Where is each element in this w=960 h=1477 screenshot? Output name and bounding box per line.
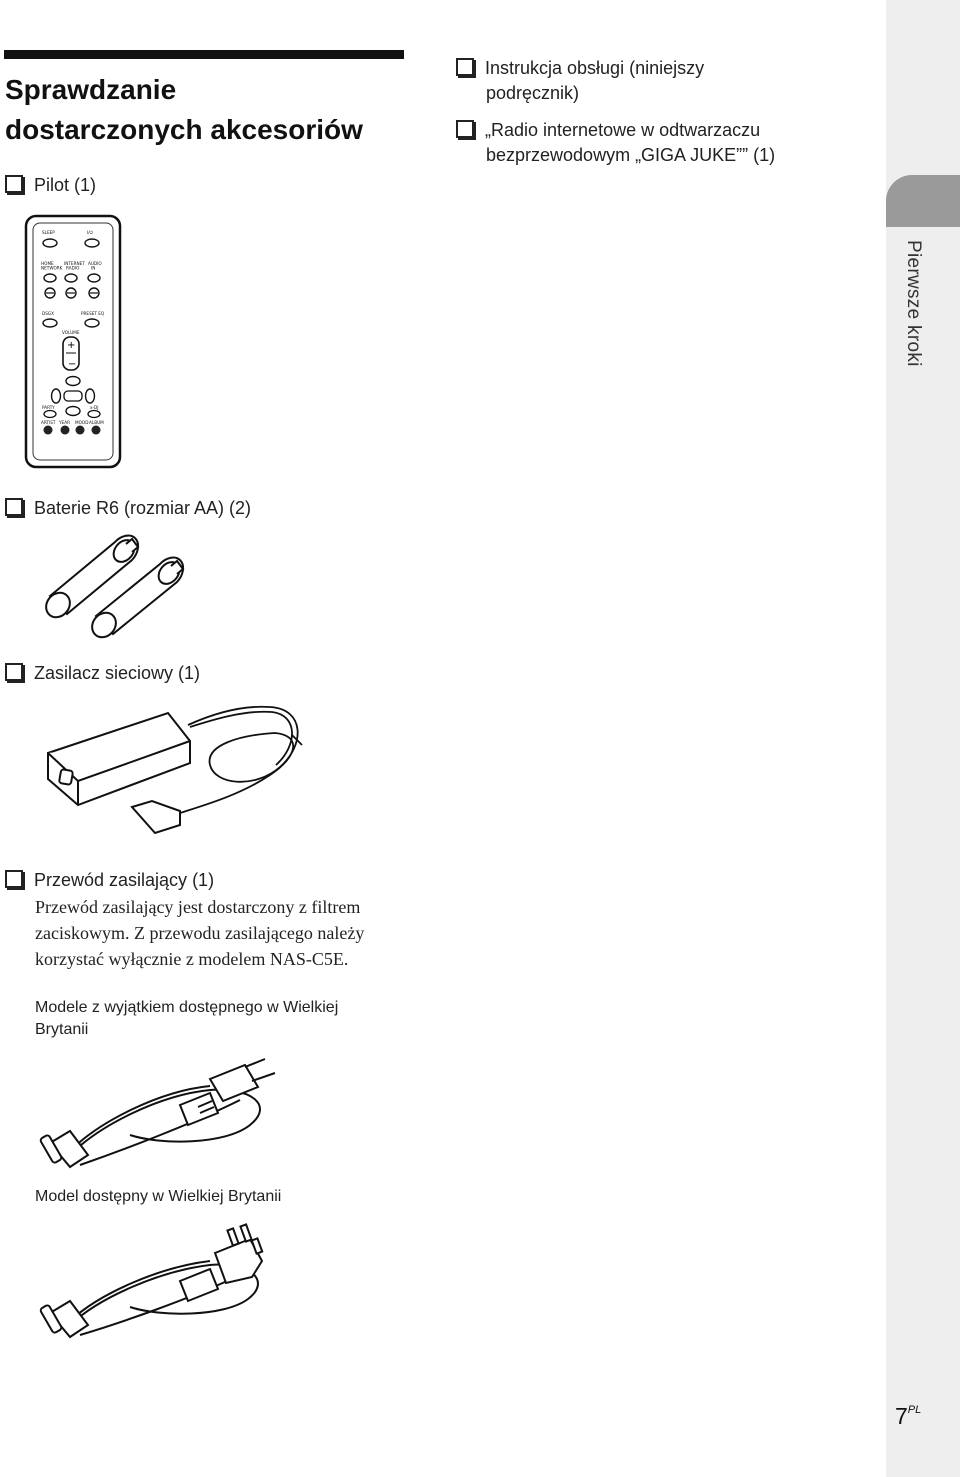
remote-control-illustration: [25, 215, 125, 470]
batteries-illustration: [40, 532, 190, 637]
remote-xdj-label: x-DJ: [90, 405, 99, 410]
cord-note-line-3: korzystać wyłącznie z modelem NAS-C5E.: [35, 949, 349, 969]
checkbox-icon: [5, 663, 23, 681]
item-manual: [456, 56, 876, 106]
remote-year-label: YEAR: [59, 420, 70, 425]
section-label: Pierwsze kroki: [903, 240, 924, 367]
item-manual-line-1: Instrukcja obsługi (niniejszy: [485, 58, 705, 78]
item-batteries-label: Baterie R6 (rozmiar AA) (2): [34, 498, 252, 518]
item-adapter: [5, 661, 200, 686]
remote-inet-label-1: INTERNET: [64, 261, 85, 266]
item-radio-line-1: „Radio internetowe w odtwarzaczu: [485, 120, 761, 140]
ac-adapter-illustration: [40, 695, 340, 845]
item-cord: [5, 868, 214, 893]
remote-home-label-1: HOME: [41, 261, 54, 266]
item-manual-line-2: podręcznik): [486, 83, 580, 103]
item-remote: [5, 173, 96, 198]
page-title-line-2: dostarczonych akcesoriów: [5, 114, 363, 145]
section-tab: [886, 175, 960, 227]
cord-note-line-2: zaciskowym. Z przewodu zasilającego należy: [35, 923, 365, 943]
page-title: [5, 70, 425, 150]
remote-album-label: ALBUM: [89, 420, 104, 425]
item-radio: [456, 118, 876, 168]
variant-non-uk-line-2: Brytanii: [35, 1021, 89, 1038]
item-remote-label: Pilot (1): [34, 175, 97, 195]
power-cord-eu-illustration: [40, 1055, 290, 1175]
remote-power-label: I/⏻: [87, 230, 93, 235]
variant-uk: [35, 1186, 435, 1208]
item-cord-label: Przewód zasilający (1): [34, 870, 215, 890]
item-radio-line-2: bezprzewodowym „GIGA JUKE”” (1): [486, 145, 776, 165]
remote-dsgx-label: DSGX: [42, 311, 54, 316]
remote-mood-label: MOOD: [75, 420, 89, 425]
page-number-value: 7: [895, 1403, 908, 1429]
remote-home-label-2: NETWORK: [41, 265, 63, 271]
remote-volume-label: VOLUME: [62, 330, 80, 335]
remote-artist-label: ARTIST: [41, 420, 56, 425]
checkbox-icon: [456, 58, 474, 76]
checkbox-icon: [5, 498, 23, 516]
item-batteries: [5, 496, 251, 521]
page-number: [895, 1403, 921, 1430]
remote-sleep-label: SLEEP: [42, 230, 55, 235]
cord-note: [35, 894, 455, 972]
cord-note-line-1: Przewód zasilający jest dostarczony z filtrem: [35, 897, 361, 917]
svg-text:+: +: [67, 340, 76, 351]
svg-text:−: −: [68, 359, 77, 370]
variant-non-uk-line-1: Modele z wyjątkiem dostępnego w Wielkiej: [35, 999, 339, 1016]
remote-inet-label-2: RADIO: [66, 265, 80, 271]
remote-audio-label-2: IN: [91, 265, 96, 271]
remote-preset-eq-label: PRESET EQ: [81, 311, 105, 316]
checkbox-icon: [5, 175, 23, 193]
checkbox-icon: [5, 870, 23, 888]
checkbox-icon: [456, 120, 474, 138]
heading-rule: [4, 50, 404, 59]
page-title-line-1: Sprawdzanie: [5, 74, 177, 105]
remote-party-label: PARTY: [42, 405, 55, 410]
item-adapter-label: Zasilacz sieciowy (1): [34, 663, 201, 683]
power-cord-uk-illustration: [40, 1225, 280, 1345]
variant-non-uk: [35, 997, 435, 1041]
variant-uk-label: Model dostępny w Wielkiej Brytanii: [35, 1188, 282, 1205]
page-number-suffix: PL: [907, 1404, 922, 1417]
remote-audio-label-1: AUDIO: [88, 261, 102, 266]
